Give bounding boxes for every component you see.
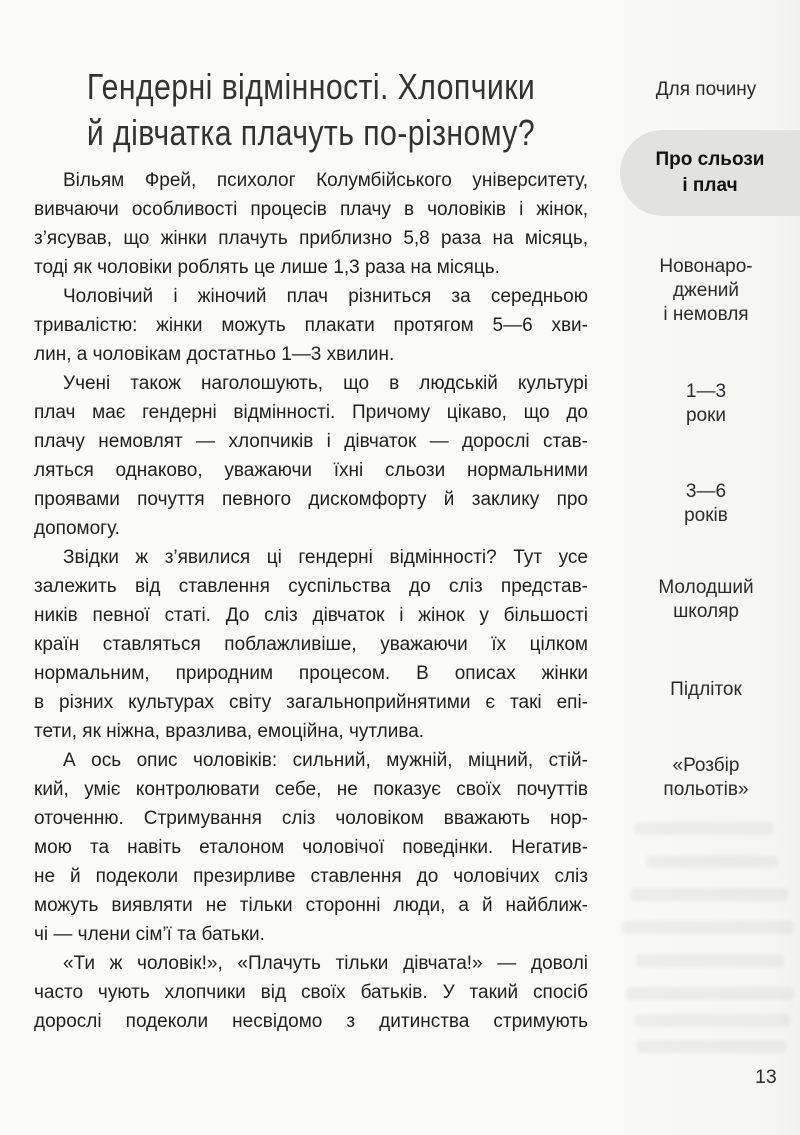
nav-item-6[interactable] xyxy=(612,576,800,624)
chapter-nav xyxy=(612,0,800,1135)
nav-item-line: і немовля xyxy=(663,304,749,325)
article-text xyxy=(34,166,588,1036)
text-line: ників певної статі. До сліз дівчаток і жінок у більшості xyxy=(34,605,588,626)
nav-item-1[interactable] xyxy=(612,78,800,102)
text-line: залежить від ставлення суспільства до сліз представ- xyxy=(34,576,588,597)
text-line: тоді як чоловіки роблять це лише 1,3 раза на місяць. xyxy=(34,257,500,278)
paragraph xyxy=(34,282,588,369)
text-line: часто чують хлопчики від своїх батьків. У такий спосіб xyxy=(34,982,588,1003)
nav-item-3[interactable] xyxy=(612,255,800,327)
page-number: 13 xyxy=(755,1066,777,1088)
nav-item-line: Новонаро- xyxy=(659,256,753,277)
title-line: й дівчатка плачуть по-різному? xyxy=(86,112,536,153)
nav-item-7[interactable] xyxy=(612,678,800,702)
nav-item-line: Підліток xyxy=(670,679,742,700)
text-line: проявами почуття певного дискомфорту й заклику про xyxy=(34,489,588,510)
nav-item-5[interactable] xyxy=(612,480,800,528)
text-line: оточенню. Стримування сліз чоловіком вважають нор- xyxy=(34,808,588,829)
text-line: А ось опис чоловіків: сильний, мужній, міцний, стій- xyxy=(63,750,588,771)
nav-item-line: і плач xyxy=(682,175,738,196)
text-line: кий, уміє контролювати себе, не показує своїх почуттів xyxy=(34,779,588,800)
nav-item-4[interactable] xyxy=(612,380,800,428)
nav-item-line: Молодший xyxy=(658,577,754,598)
paragraph xyxy=(34,949,588,1036)
text-line: з’ясував, що жінки плачуть приблизно 5,8 раза на місяць, xyxy=(34,228,588,249)
text-line: тети, як ніжна, вразлива, емоційна, чутлива. xyxy=(34,721,425,742)
title-line: Гендерні відмінності. Хлопчики xyxy=(86,66,536,107)
nav-item-line: 3—6 xyxy=(685,481,727,502)
nav-item-line: роки xyxy=(685,405,727,426)
nav-item-line: років xyxy=(684,505,728,526)
nav-item-line: «Розбір xyxy=(672,755,740,776)
text-line: чі — члени сім’ї та батьки. xyxy=(34,924,265,945)
nav-item-line: польотів» xyxy=(663,779,749,800)
text-line: не й подеколи презирливе ставлення до чоловічих сліз xyxy=(34,866,588,887)
text-line: Звідки ж з’явилися ці гендерні відмінності? Тут усе xyxy=(63,547,588,568)
text-line: мою та навіть еталоном чоловічої поведінки. Негатив- xyxy=(34,837,588,858)
nav-item-2[interactable] xyxy=(620,130,800,216)
text-line: країн ставляться поблажливіше, уважаючи їх цілком xyxy=(34,634,588,655)
text-line: плачу немовлят — хлопчиків і дівчаток — дорослі став- xyxy=(34,431,588,452)
nav-item-8[interactable] xyxy=(612,754,800,802)
text-line: в різних культурах світу загальноприйнятими є такі епі- xyxy=(34,692,588,713)
paragraph xyxy=(34,166,588,282)
nav-item-line: школяр xyxy=(673,601,739,622)
text-line: «Ти ж чоловік!», «Плачуть тільки дівчата!» — доволі xyxy=(63,953,588,974)
text-line: можуть виявляти не тільки сторонні люди, а й найближ- xyxy=(34,895,588,916)
nav-item-line: джений xyxy=(672,280,740,301)
nav-item-line: Для почину xyxy=(655,79,757,100)
text-line: лин, а чоловікам достатньо 1—3 хвилин. xyxy=(34,344,395,365)
text-line: ляться однаково, уважаючи їхні сльози нормальними xyxy=(34,460,588,481)
text-line: нормальним, природним процесом. В описах жінки xyxy=(34,663,588,684)
text-line: дорослі подеколи несвідомо з дитинства стримують xyxy=(34,1011,588,1032)
page-title xyxy=(78,64,543,156)
paragraph xyxy=(34,543,588,746)
text-line: Вільям Фрей, психолог Колумбійського університету, xyxy=(63,170,588,191)
text-line: вивчаючи особливості процесів плачу в чоловіків і жінок, xyxy=(34,199,588,220)
text-line: Учені також наголошують, що в людській культурі xyxy=(63,373,588,394)
nav-item-line: Про сльози xyxy=(655,149,765,170)
text-line: допомогу. xyxy=(34,518,120,539)
text-line: Чоловічий і жіночий плач різниться за середньою xyxy=(63,286,588,307)
paragraph xyxy=(34,369,588,543)
paragraph xyxy=(34,746,588,949)
text-line: тривалістю: жінки можуть плакати протягом 5—6 хви- xyxy=(34,315,588,336)
nav-item-line: 1—3 xyxy=(685,381,727,402)
text-line: плач має гендерні відмінності. Причому цікаво, що до xyxy=(34,402,588,423)
